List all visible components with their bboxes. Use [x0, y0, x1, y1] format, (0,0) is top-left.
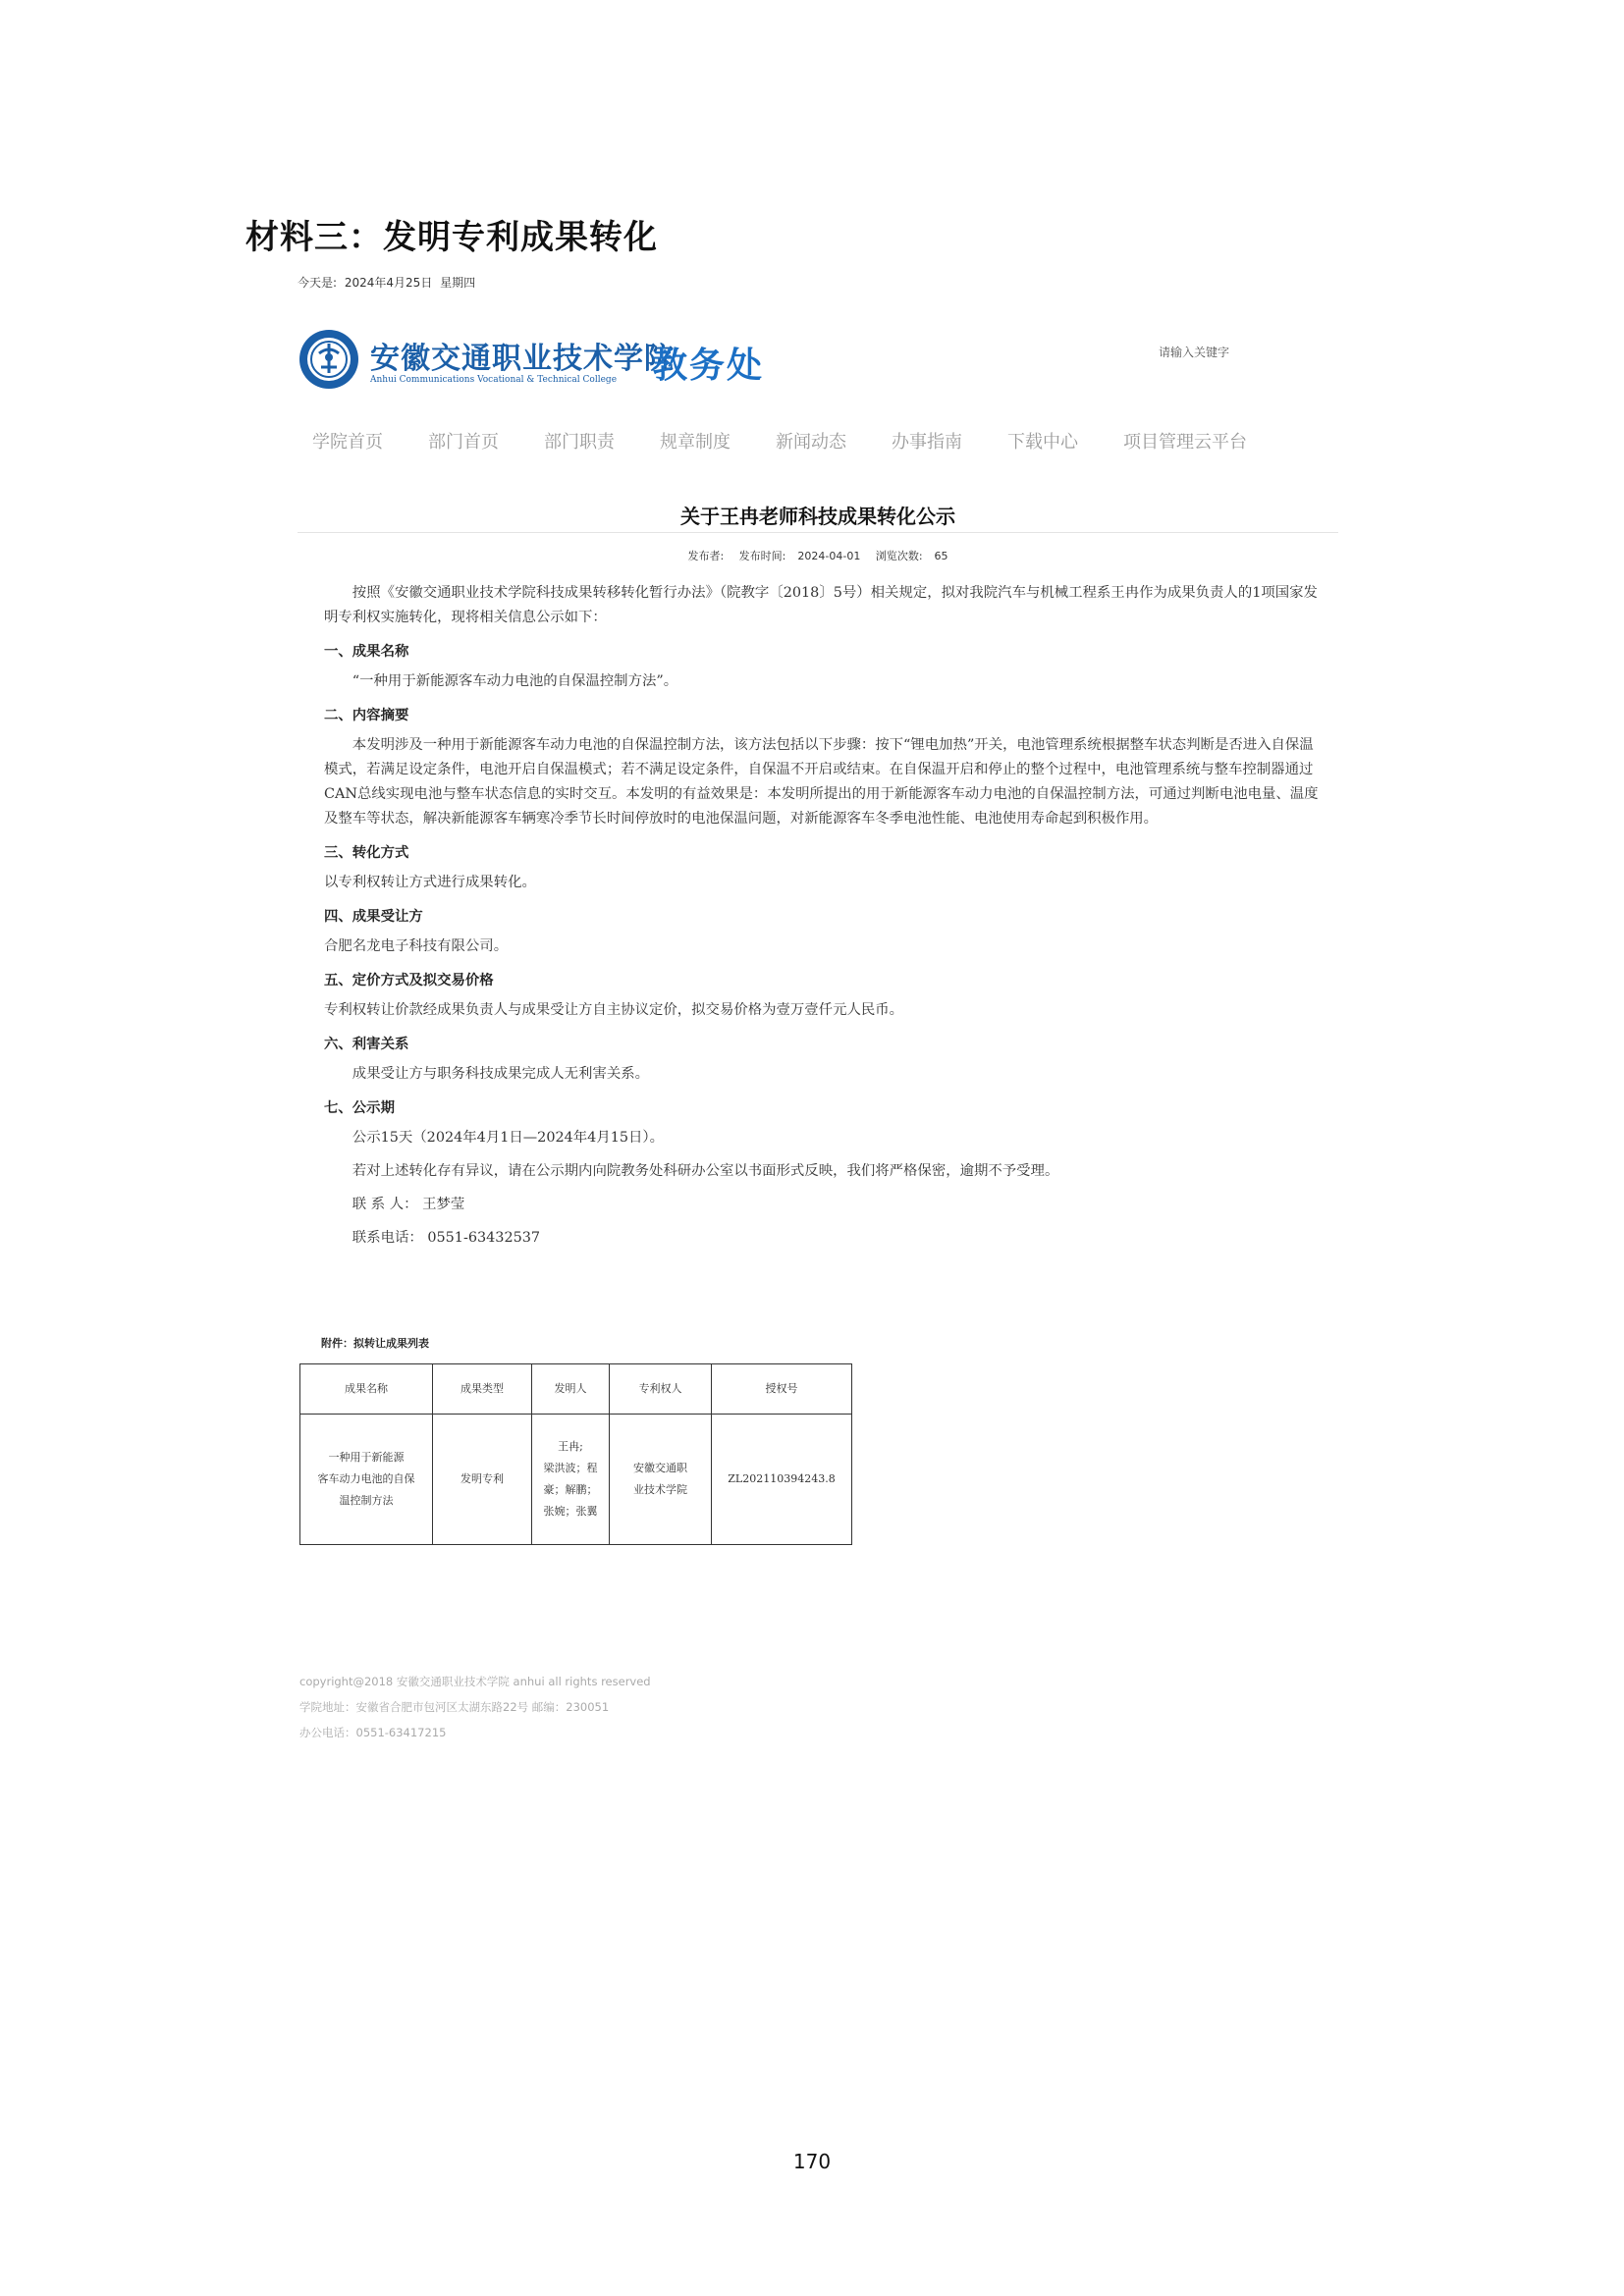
phone-number: 0551-63432537 — [427, 1230, 541, 1246]
article-title: 关于王冉老师科技成果转化公示 — [680, 505, 955, 528]
section-body-interests: 成果受让方与职务科技成果完成人无利害关系。 — [352, 1066, 650, 1082]
section-title-abstract: 二、内容摘要 — [324, 707, 409, 723]
views-count: 65 — [934, 550, 948, 562]
section-body-name: “一种用于新能源客车动力电池的自保温控制方法”。 — [352, 673, 678, 689]
cell-line: 温控制方法 — [339, 1494, 394, 1507]
today-label: 今天是: — [298, 276, 338, 290]
publisher-label: 发布者: — [687, 550, 725, 562]
cell-line: 安徽交通职 — [633, 1462, 687, 1474]
table-header: 发明人 — [532, 1364, 610, 1415]
college-emblem-icon — [298, 328, 360, 391]
table-header: 专利权人 — [610, 1364, 712, 1415]
title-divider — [298, 532, 1338, 533]
publish-time-label: 发布时间: — [738, 550, 786, 562]
main-nav — [312, 428, 1247, 454]
section-title-name: 一、成果名称 — [324, 643, 409, 660]
section-title-assignee: 四、成果受让方 — [324, 908, 423, 925]
cell-result-type: 发明专利 — [433, 1415, 532, 1545]
contact-phone — [324, 1226, 1326, 1251]
attachment-title: 附件：拟转让成果列表 — [321, 1337, 429, 1350]
attachment-table — [299, 1363, 852, 1545]
cell-line: 业技术学院 — [633, 1483, 687, 1496]
table-header: 成果名称 — [300, 1364, 433, 1415]
section-body-pricing: 专利权转让价款经成果负责人与成果受让方自主协议定价，拟交易价格为壹万壹仟元人民币。 — [324, 1002, 904, 1018]
table-header: 成果类型 — [433, 1364, 532, 1415]
page-number: 170 — [792, 2150, 832, 2173]
views-label: 浏览次数: — [875, 550, 923, 562]
cell-inventors — [532, 1415, 610, 1545]
nav-item-project-cloud[interactable]: 项目管理云平台 — [1123, 432, 1247, 453]
publish-time: 2024-04-01 — [797, 550, 861, 562]
nav-item-regulations[interactable]: 规章制度 — [660, 432, 731, 453]
search-input[interactable]: 请输入关键字 — [1159, 346, 1230, 359]
contact-person — [324, 1193, 1326, 1217]
nav-item-home[interactable]: 学院首页 — [312, 432, 383, 453]
document-heading: 材料三：发明专利成果转化 — [245, 218, 658, 257]
site-footer — [299, 1669, 651, 1745]
cell-line: 张婉；张翼 — [543, 1505, 598, 1518]
section-body-abstract: 本发明涉及一种用于新能源客车动力电池的自保温控制方法，该方法包括以下步骤：按下“锂电加热”开关，电池管理系统根据整车状态判断是否进入自保温模式，若满足设定条件，电池开启自保温模式；若不满足设定条件，自保温不开启或结束。在自保温开启和停止的整个过程中，电池管理系统与整车控制器通过CAN总线实现电池与整车状态信息的实时交互。本发明的有益效果是：本发明所提出的用于新能源客车动力电池的自保温控制方法，可通过判断电池电量、温度及整车等状态，解决新能源客车辆寒冷季节长时间停放时的电池保温问题，对新能源客车冬季电池性能、电池使用寿命起到积极作用。 — [324, 737, 1319, 827]
college-name-en: Anhui Communications Vocational & Technical College — [370, 375, 618, 385]
objection-note: 若对上述转化存有异议，请在公示期内向院教务处科研办公室以书面形式反映，我们将严格保密，逾期不予受理。 — [352, 1163, 1059, 1179]
nav-item-news[interactable]: 新闻动态 — [776, 432, 846, 453]
cell-line: 豪；解鹏； — [543, 1483, 598, 1496]
section-title-pricing: 五、定价方式及拟交易价格 — [324, 972, 494, 988]
footer-copyright: copyright@2018 安徽交通职业技术学院 anhui all rights reserved — [299, 1675, 651, 1688]
contact-name: 王梦莹 — [422, 1197, 465, 1212]
nav-item-duties[interactable]: 部门职责 — [544, 432, 615, 453]
section-body-period: 公示15天（2024年4月1日—2024年4月15日）。 — [352, 1130, 665, 1146]
section-body-assignee: 合肥名龙电子科技有限公司。 — [324, 938, 509, 954]
cell-patent-owner — [610, 1415, 712, 1545]
table-header: 授权号 — [712, 1364, 852, 1415]
section-body-method: 以专利权转让方式进行成果转化。 — [324, 875, 536, 890]
today-date: 2024年4月25日 — [344, 276, 433, 290]
article-intro: 按照《安徽交通职业技术学院科技成果转移转化暂行办法》（院教字〔2018〕5号）相关规定，拟对我院汽车与机械工程系王冉作为成果负责人的1项国家发明专利权实施转化，现将相关信息公示如下： — [324, 585, 1318, 625]
today-date-line — [298, 274, 479, 291]
section-title-method: 三、转化方式 — [324, 844, 409, 861]
table-header-row — [300, 1364, 852, 1415]
department-name: 教务处 — [652, 346, 765, 386]
today-weekday: 星期四 — [440, 276, 476, 290]
nav-item-guide[interactable]: 办事指南 — [892, 432, 962, 453]
footer-address: 学院地址：安徽省合肥市包河区太湖东路22号 邮编：230051 — [299, 1700, 610, 1714]
cell-line: 客车动力电池的自保 — [317, 1472, 415, 1485]
college-name-cn: 安徽交通职业技术学院 — [370, 342, 675, 376]
article-body — [324, 581, 1326, 1259]
table-row — [300, 1415, 852, 1545]
section-title-interests: 六、利害关系 — [324, 1036, 409, 1052]
cell-result-name — [300, 1415, 433, 1545]
college-logo[interactable] — [298, 326, 675, 397]
article-meta — [298, 548, 1338, 563]
cell-line: 王冉; — [558, 1440, 583, 1453]
nav-item-downloads[interactable]: 下载中心 — [1007, 432, 1078, 453]
contact-label: 联 系 人： — [352, 1197, 418, 1212]
footer-office-phone: 办公电话：0551-63417215 — [299, 1726, 447, 1739]
phone-label: 联系电话： — [352, 1230, 423, 1246]
cell-line: 一种用于新能源 — [328, 1451, 405, 1464]
cell-line: 梁洪波；程 — [543, 1462, 598, 1474]
nav-item-dept-home[interactable]: 部门首页 — [428, 432, 499, 453]
section-title-period: 七、公示期 — [324, 1099, 395, 1116]
cell-auth-number: ZL202110394243.8 — [712, 1415, 852, 1545]
